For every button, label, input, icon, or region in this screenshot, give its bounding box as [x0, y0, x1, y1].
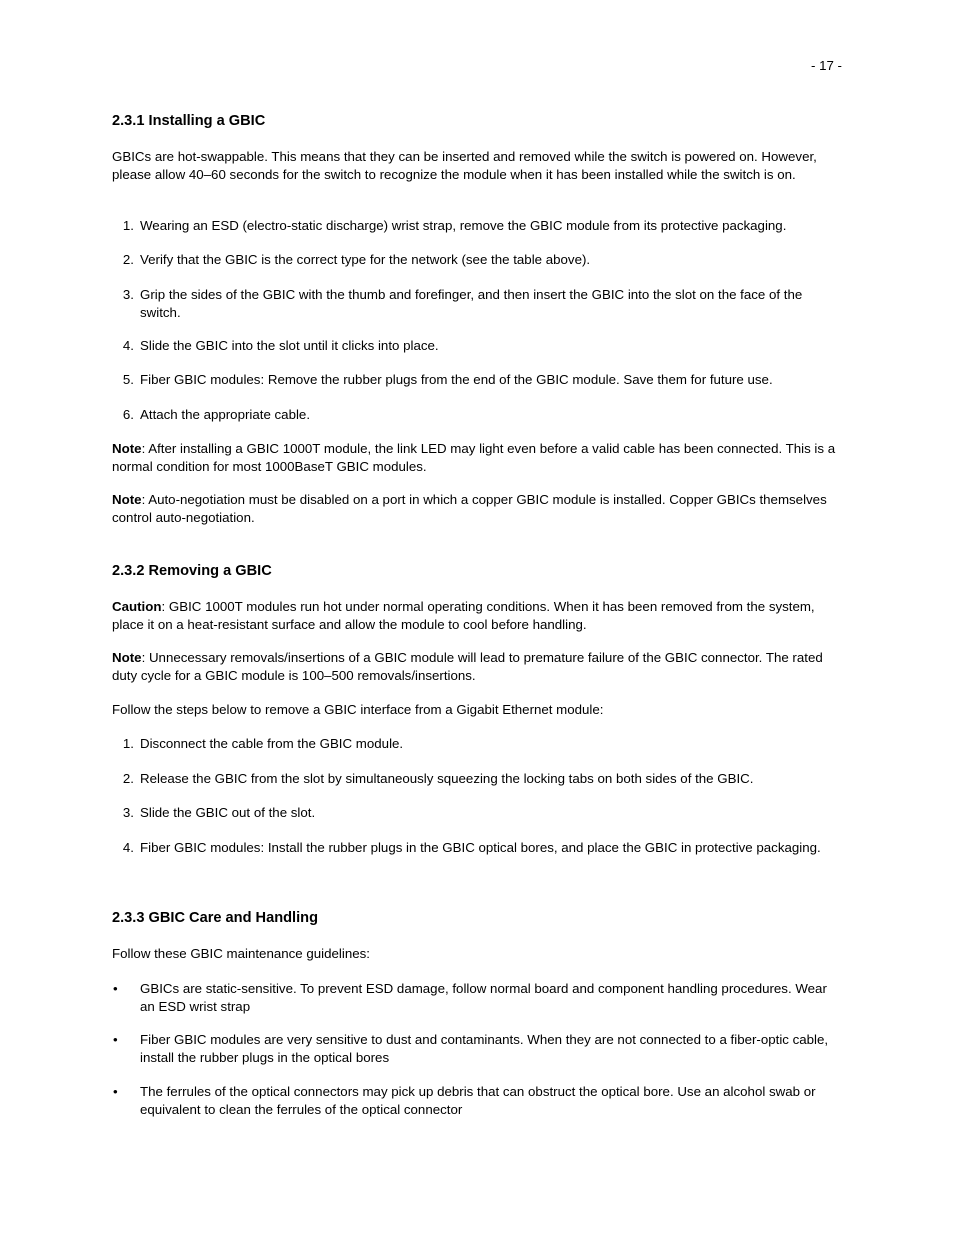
list-text: Fiber GBIC modules: Remove the rubber plugs from the end of the GBIC module. Save them for future use.	[140, 372, 773, 387]
list-item	[112, 286, 844, 321]
list-number: 2.	[122, 252, 134, 267]
list-item	[112, 337, 844, 355]
list-number: 3.	[122, 287, 134, 302]
list-text: Slide the GBIC into the slot until it clicks into place.	[140, 338, 439, 353]
list-text: Grip the sides of the GBIC with the thumb and forefinger, and then insert the GBIC into the slot on the face of the switch.	[140, 287, 803, 320]
list-number: 4.	[122, 338, 134, 353]
caution-text: : GBIC 1000T modules run hot under normal operating conditions. When it has been removed from the system, place it on a heat-resistant surface and allow the module to cool before handling.	[112, 599, 815, 632]
bullet-icon: •	[113, 981, 118, 996]
list-text: Fiber GBIC modules: Install the rubber plugs in the GBIC optical bores, and place the GBIC in protective packaging.	[140, 840, 821, 855]
list-item	[112, 804, 844, 822]
list-item	[112, 839, 844, 857]
list-text: Wearing an ESD (electro-static discharge) wrist strap, remove the GBIC module from its protective packaging.	[140, 218, 787, 233]
list-item	[112, 217, 844, 235]
caution-paragraph	[112, 598, 844, 633]
care-intro: Follow these GBIC maintenance guidelines:	[112, 946, 370, 961]
list-number: 1.	[122, 736, 134, 751]
list-number: 2.	[122, 771, 134, 786]
list-text: Slide the GBIC out of the slot.	[140, 805, 316, 820]
list-item	[112, 770, 844, 788]
bullet-icon: •	[113, 1032, 118, 1047]
list-text: Verify that the GBIC is the correct type for the network (see the table above).	[140, 252, 591, 267]
list-number: 3.	[122, 805, 134, 820]
note-label: Note	[112, 441, 142, 456]
section-heading-removing: 2.3.2 Removing a GBIC	[112, 563, 272, 579]
list-text: Disconnect the cable from the GBIC module.	[140, 736, 404, 751]
page-number: - 17 -	[810, 58, 842, 73]
list-text: Attach the appropriate cable.	[140, 407, 311, 422]
list-item	[112, 735, 844, 753]
list-item	[112, 371, 844, 389]
note-paragraph	[112, 649, 844, 684]
list-text: Release the GBIC from the slot by simultaneously squeezing the locking tabs on both sides of the GBIC.	[140, 771, 754, 786]
removing-intro: Follow the steps below to remove a GBIC interface from a Gigabit Ethernet module:	[112, 702, 604, 717]
note-paragraph	[112, 491, 844, 526]
list-item	[112, 251, 844, 269]
bullet-text: The ferrules of the optical connectors may pick up debris that can obstruct the optical bore. Use an alcohol swab or equivalent to clean the ferrules of the optical connector	[140, 1084, 816, 1117]
list-number: 1.	[122, 218, 134, 233]
installing-intro: GBICs are hot-swappable. This means that they can be inserted and removed while the switch is powered on. However, please allow 40–60 seconds for the switch to recognize the module when it has been installed while the switch is on.	[112, 149, 817, 182]
note-label: Note	[112, 492, 142, 507]
bullet-item	[112, 980, 844, 1015]
bullet-text: GBICs are static-sensitive. To prevent ESD damage, follow normal board and component handling procedures. Wear an ESD wrist strap	[140, 981, 827, 1014]
bullet-item	[112, 1031, 844, 1066]
list-number: 6.	[122, 407, 134, 422]
section-heading-installing: 2.3.1 Installing a GBIC	[112, 113, 266, 129]
bullet-icon: •	[113, 1084, 118, 1099]
note-text: : Auto-negotiation must be disabled on a port in which a copper GBIC module is installed. Copper GBICs themselves control auto-negotiation.	[112, 492, 827, 525]
list-number: 4.	[122, 840, 134, 855]
section-heading-care: 2.3.3 GBIC Care and Handling	[112, 910, 318, 926]
caution-label: Caution	[112, 599, 162, 614]
note-paragraph	[112, 440, 844, 475]
note-text: : After installing a GBIC 1000T module, the link LED may light even before a valid cable has been connected. This is a normal condition for most 1000BaseT GBIC modules.	[112, 441, 836, 474]
note-text: : Unnecessary removals/insertions of a GBIC module will lead to premature failure of the GBIC connector. The rated duty cycle for a GBIC module is 100–500 removals/insertions.	[112, 650, 823, 683]
list-number: 5.	[122, 372, 134, 387]
bullet-text: Fiber GBIC modules are very sensitive to dust and contaminants. When they are not connected to a fiber-optic cable, install the rubber plugs in the optical bores	[140, 1032, 829, 1065]
list-item	[112, 406, 844, 424]
note-label: Note	[112, 650, 142, 665]
bullet-item	[112, 1083, 844, 1118]
